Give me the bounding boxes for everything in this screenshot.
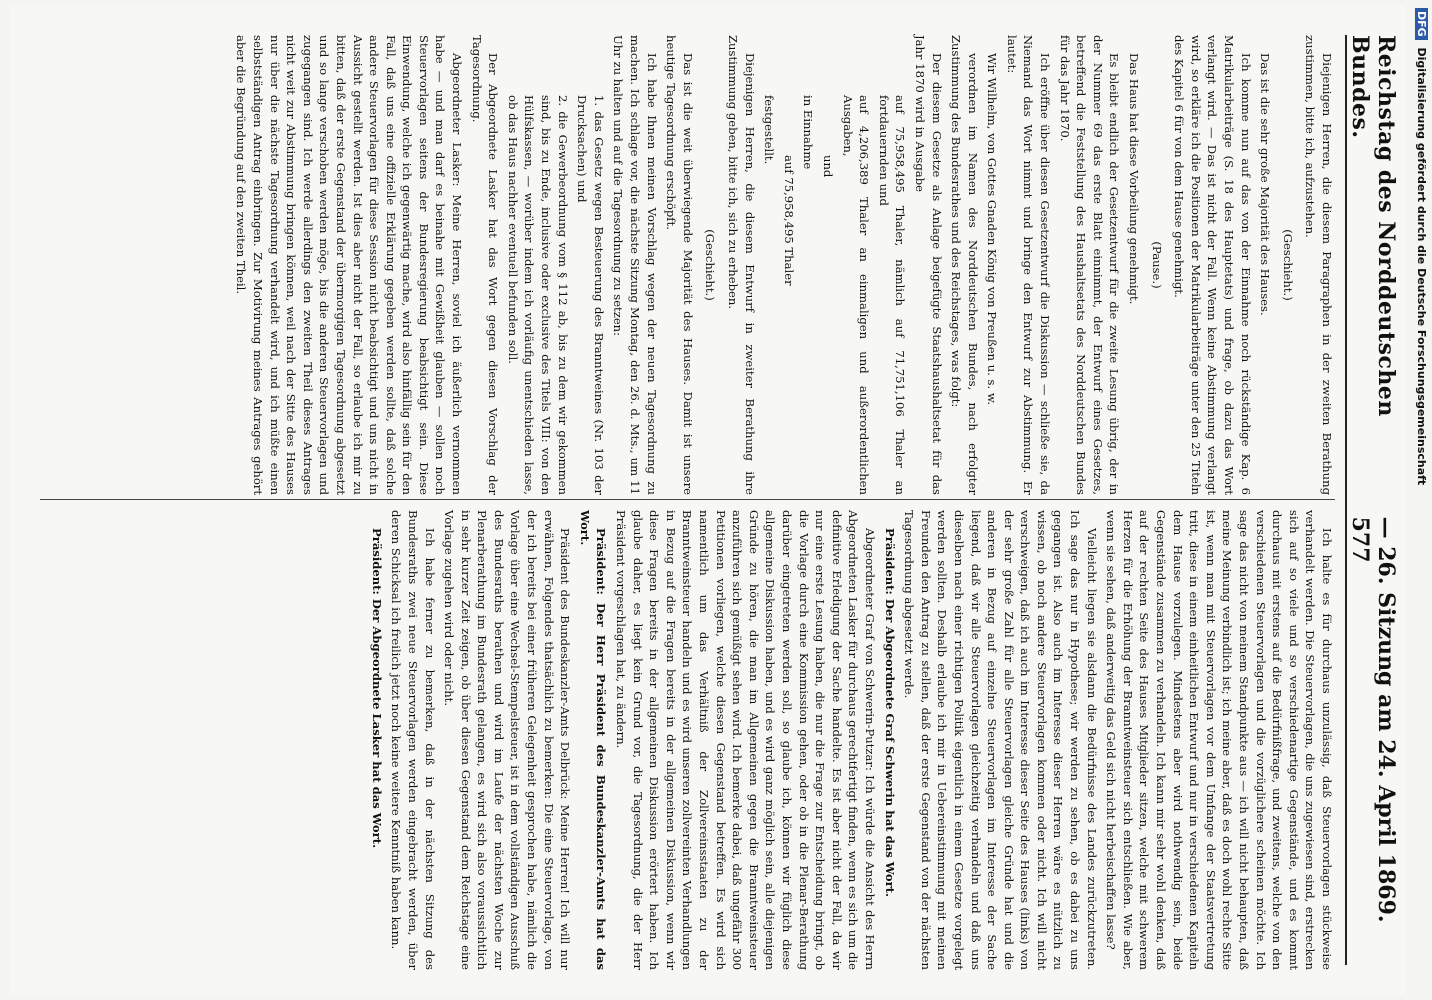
column-divider xyxy=(40,499,1335,500)
president-remark: Präsident: Der Herr Präsident des Bundeskanzler-Amts hat das Wort. xyxy=(577,510,609,970)
budget-line: auf 75,958,495 Thaler xyxy=(781,155,796,286)
header-session-date-page: — 26. Sitzung am 24. April 1869. 577 xyxy=(1347,516,1399,923)
paragraph: Ich habe ferner zu bemerken, daß in der nächsten Sitzung des Bundesraths zwei neue Steuervorlagen werden eingebracht werden, über deren Schicksal ich freilich jetzt noch keine weitere Kenntniß haben kann. xyxy=(389,510,437,970)
document-page xyxy=(10,5,1405,995)
right-column xyxy=(30,510,1335,970)
speech-schwerin: Abgeordneter Graf von Schwerin-Putzar: Ich würde die Ansicht des Herrn Abgeordneten Lasker für durchaus gerechtfertigt finden, wenn es sich um die definitive Erledigung der Sache handelte. Es ist aber nicht der Fall, da wir nur eine erste Lesung haben, die nur die Frage zur Entscheidung bringt, ob die Vorlage durch eine Kommission gehen, oder ob in die Plenar-Berathung darüber eingetreten werden soll, so glaube ich, können wir füglich diese allgemeine Diskussion haben, und es wird ganz möglich sein, alle diejenigen Gründe zu hören, die man im Allgemeinen gegen die Branntweinsteuer anzuführen sich gemüßigt sehen wird. Ich bemerke dabei, daß ungefähr 300 Petitionen vorliegen, welche diesen Gegenstand betreffen. Es wird sich namentlich um das Verhältniß der Zollvereinsstaaten zu der Branntweinsteuer handeln und es wird unseren zollvereinten Verhandlungen in Bezug auf die Fragen bereits in der allgemeinen Diskussion, wenn wir diese Fragen bereits in der allgemeinen Diskussion erörtert haben. Ich glaube daher, es liegt kein Grund vor, die Tagesordnung, die der Herr Präsident vorgeschlagen hat, zu ändern. xyxy=(614,510,877,970)
stage-direction: (Geschieht.) xyxy=(1280,229,1295,301)
paragraph: Der Abgeordnete Lasker hat das Wort gegen diesen Vorschlag der Tagesordnung. xyxy=(469,35,501,495)
budget-line: festgestellt. xyxy=(762,95,777,165)
paragraph: Wir Wilhelm, von Gottes Gnaden König von Preußen u. s. w. xyxy=(985,53,1000,406)
stage-direction: (Pause.) xyxy=(1149,241,1164,289)
rotated-page-frame xyxy=(10,5,1405,995)
agenda-item: 2. die Gewerbeordnung vom § 112 ab, bis zu dem wir gekommen sind, bis zu Ende, inclusive oder exclusive des Titels VIII: von den Hülfskassen, — worüber indem ich vorläufig unentschieden lasse, ob das Haus nachher eventuell befunden soll. xyxy=(505,95,570,495)
paragraph: Diejenigen Herren, die diesem Entwurf in zweiter Berathung ihre Zustimmung geben, bitte ich, sich zu erheben. xyxy=(726,35,757,495)
paragraph: Der diesem Gesetze als Anlage beigefügte Staatshaushaltsetat für das Jahr 1870 wird in Ausgabe xyxy=(912,35,944,495)
paragraph: Ich halte es für durchaus unzulässig, daß Steuervorlagen stückweise verhandelt werden. Die Steuervorlagen, die uns zugewiesen sind, erstrecken sich auf so viele und so verschiedenartige Gegenstände, und es kommt durchaus mit erstens auf die Bedürfnißfrage, und zweitens, welche von den verschiedenen Steuervorlagen und die vorzüglichere scheinen möchte. Ich sage das nicht von meinem Standpunkte aus — ich will nicht behaupten, daß meine Meinung verbindlich ist; ich meine aber, daß es doch wohl rechte Sitte ist, wenn man mit Steuervorlagen vor dem Umfange der Staatsvertretung tritt, diese in einem einheitlichen Entwurf und nur in verschiedenen Kapiteln dem Hause vorzulegen. Mindestens aber wird nothwendig sein, beide Gegenstände zusammen zu verhandeln. Ich kann mir sehr wohl denken, daß auf der rechten Seite des Hauses Mitglieder sitzen, welche mit schwerem Herzen für die Erhöhung der Branntweinsteuer sich entschließen. Wie aber, wenn sie sehen, daß anderweitig das Geld sich nicht herbeischaffen lasse? xyxy=(1104,510,1334,970)
paragraph: Ich komme nun auf das von der Einnahme noch rückständige Kap. 6 Matrikularbeiträge (S. 18 des Hauptetats) und frage, ob dazu das Wort verlangt wird. — Das ist nicht der Fall. Wenn keine Abstimmung verlangt wird, so erkläre ich die Positionen der Matrikularbeiträge unter den 25 Titeln des Kapitel 6 für von dem Hause genehmigt. xyxy=(1172,35,1253,495)
budget-line: auf 75,958,495 Thaler, nämlich auf 71,751,106 Thaler an fortdauernden und xyxy=(876,95,908,495)
budget-line: in Einnahme xyxy=(801,95,816,170)
president-remark: Präsident: Der Abgeordnete Lasker hat das Wort. xyxy=(369,528,384,849)
stage-direction: (Geschieht.) xyxy=(703,229,718,301)
dfg-logo: DFG xyxy=(1415,8,1428,40)
speech-delbrueck: Präsident des Bundeskanzler-Amts Delbrück: Meine Herren! Ich will nur erwähnen, Folgendes thatsächlich zu bemerken: Die eine Steuervorlage, von der ich bereits bei einer früheren Gelegenheit gesprochen habe, nämlich die Vorlage über eine Wechsel-Stempelsteuer, ist in dem vollständigen Ausschuß des Bundesraths berathen und wird im Laufe der nächsten Woche zur Plenarberathung im Bundesrath gelangen, es wird sich also voraussichtlich in sehr kurzer Zeit zeigen, ob über diesen Gegenstand dem Reichstage eine Vorlage zugehen wird oder nicht. xyxy=(442,510,573,970)
paragraph: Ich habe Ihnen meinen Vorschlag wegen der neuen Tagesordnung zu machen. Ich schlage vor, die nächste Sitzung Montag, den 26. d. Mts., um 11 Uhr zu halten und auf die Tagesordnung zu setzen: xyxy=(611,35,659,495)
paragraph: Vielleicht liegen sie alsdann die Bedürfnisse des Landes zurückzutreten. Ich sage das nur in Hypothese; wir werden zu sehen, ob es dabei zu uns gegangen ist. Also auch im Interesse dieser Herren wäre es nützlich zu wissen, ob noch andere Steuervorlagen kommen oder nicht. Ich will nicht verschweigen, daß ich auch im Interesse dieser Seite des Hauses (links) von der sehr große Zahl für alle Steuervorlagen gleiche Gründe hat und die anderen in Bezug auf einzelne Steuervorlagen im Interesse der Sache liegend, daß wir alle Steuervorlagen gleichzeitig verhandeln und daß uns dieselben nach einer richtigen Politik eigentlich in einem Gesetze vorgelegt werden sollten. Deshalb erlaube ich mir in Uebereinstimmung mit meinen Freunden den Antrag zu stellen, daß der erste Gegenstand von der nächsten Tagesordnung abgesetzt werde. xyxy=(902,510,1099,970)
paragraph: Das ist die weit überwiegende Majorität des Hauses. Damit ist unsere heutige Tagesordnung erschöpft. xyxy=(664,35,695,495)
digitization-credit: Digitalisierung gefördert durch die Deutsche Forschungsgemeinschaft xyxy=(1415,47,1428,486)
paragraph: Das ist die sehr große Majorität des Hauses. xyxy=(1258,53,1273,316)
digitization-credit-strip xyxy=(1414,8,1428,992)
agenda-item: 1. das Gesetz wegen Besteuerung des Branntweines (Nr. 103 der Drucksachen) und xyxy=(575,95,606,495)
left-column xyxy=(30,35,1335,495)
paragraph: Das Haus hat diese Vorbeilung genehmigt. xyxy=(1127,53,1142,305)
president-remark: Präsident: Der Abgeordnete Graf Schwerin hat das Wort. xyxy=(882,528,897,898)
speech-lasker: Abgeordneter Lasker: Meine Herren, soviel ich äußerlich vernommen habe — und man darf es beinahe mit Gewißheit glauben — sollen noch Steuervorlagen seitens der Bundesregierung beabsichtigt sein. Diese Einwendung, welche ich gegenwärtig mache, wird also hinfällig sein für den Fall, daß uns eine offizielle Erklärung gegeben werden sollte, daß solche andere Steuervorlagen für diese Session nicht beabsichtigt und uns nicht in Aussicht gestellt werden. Ist dies aber nicht der Fall, so erlaube ich mir zu bitten, daß der erste Gegenstand der übermorgigen Tagesordnung abgesetzt und so lange verschoben werden möge, bis die anderen Steuervorlagen und zugegangen sind. Ich werde allerdings den zweiten Theil dieses Antrages nicht weit zur Abstimmung bringen können, weil nach der Sitte des Hauses nur über die nächste Tagesordnung verhandelt wird, und ich müßte einen selbstständigen Antrag einbringen. Zur Motivirung meines Antrages gehört aber die Begründung auf den zweiten Theil. xyxy=(234,35,465,495)
header-title: Reichstag des Norddeutschen Bundes. xyxy=(1347,35,1399,417)
paragraph: Diejenigen Herren, die diesem Paragraphen in der zweiten Berathung zustimmen, bitte ich, aufzustehen. xyxy=(1303,35,1334,495)
paragraph: Ich eröffne über diesen Gesetzentwurf die Diskussion — schließe sie, da Niemand das Wort nimmt und bringe den Entwurf zur Abstimmung. Er lautet: xyxy=(1004,35,1053,495)
paragraph: Es bleibt endlich der Gesetzentwurf für die zweite Lesung übrig, der in der Nummer 69 das erste Blatt einnimmt, der Entwurf eines Gesetzes, betreffend die Feststellung des Haushaltsetats des Norddeutschen Bundes für das Jahr 1870. xyxy=(1057,35,1122,495)
budget-line: auf 4,206,389 Thaler an einmaligen und außerordentlichen Ausgaben, xyxy=(840,95,872,495)
paragraph: verordnen im Namen des Norddeutschen Bundes, nach erfolgter Zustimmung des Bundesrathes und des Reichstages, was folgt: xyxy=(949,35,980,495)
page-header xyxy=(1345,35,1399,965)
budget-line: und xyxy=(820,155,835,178)
